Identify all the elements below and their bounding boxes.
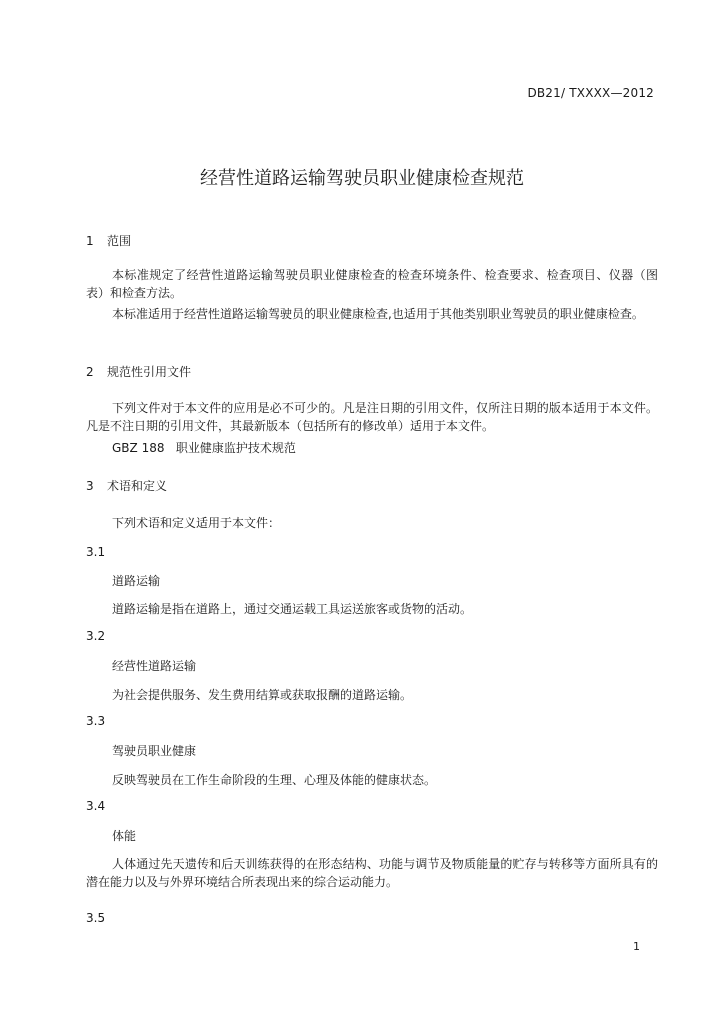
term-name: 体能 xyxy=(112,829,137,843)
section-heading-3 xyxy=(86,477,167,494)
section-heading-1 xyxy=(86,232,131,249)
term-number: 3.2 xyxy=(86,629,106,643)
term-definition: 道路运输是指在道路上，通过交通运载工具运送旅客或货物的活动。 xyxy=(112,602,473,616)
section-number: 1 xyxy=(86,234,94,248)
section-number: 2 xyxy=(86,365,94,379)
term-name: 道路运输 xyxy=(112,574,161,588)
term-number: 3.3 xyxy=(86,714,106,728)
term-definition: 人体通过先天遗传和后天训练获得的在形态结构、功能与调节及物质能量的贮存与转移等方面所具有的潜在能力以及与外界环境结合所表现出来的综合运动能力。 xyxy=(86,857,658,889)
page-number: 1 xyxy=(633,940,640,953)
references-paragraph: 下列文件对于本文件的应用是必不可少的。凡是注日期的引用文件，仅所注日期的版本适用于本文件。凡是不注日期的引用文件，其最新版本（包括所有的修改单）适用于本文件。 xyxy=(86,401,658,433)
section-title: 规范性引用文件 xyxy=(107,365,192,379)
term-number: 3.1 xyxy=(86,545,106,559)
section-title: 范围 xyxy=(107,234,132,248)
standard-code: DB21/ TXXXX—2012 xyxy=(527,86,654,100)
document-title: 经营性道路运输驾驶员职业健康检查规范 xyxy=(200,168,524,189)
section-number: 3 xyxy=(86,479,94,493)
term-name: 经营性道路运输 xyxy=(112,659,197,673)
section-title: 术语和定义 xyxy=(107,479,168,493)
term-definition: 为社会提供服务、发生费用结算或获取报酬的道路运输。 xyxy=(112,688,413,702)
scope-paragraph-1: 本标准规定了经营性道路运输驾驶员职业健康检查的检查环境条件、检查要求、检查项目、仪器（图表）和检查方法。 xyxy=(86,268,658,300)
terms-intro: 下列术语和定义适用于本文件： xyxy=(112,516,281,530)
scope-paragraph-2: 本标准适用于经营性道路运输驾驶员的职业健康检查,也适用于其他类别职业驾驶员的职业健康检查。 xyxy=(112,307,644,321)
reference-item: GBZ 188 职业健康监护技术规范 xyxy=(112,441,296,455)
term-definition: 反映驾驶员在工作生命阶段的生理、心理及体能的健康状态。 xyxy=(112,773,437,787)
term-name: 驾驶员职业健康 xyxy=(112,744,197,758)
term-number: 3.5 xyxy=(86,911,106,925)
term-number: 3.4 xyxy=(86,799,106,813)
section-heading-2 xyxy=(86,363,191,380)
